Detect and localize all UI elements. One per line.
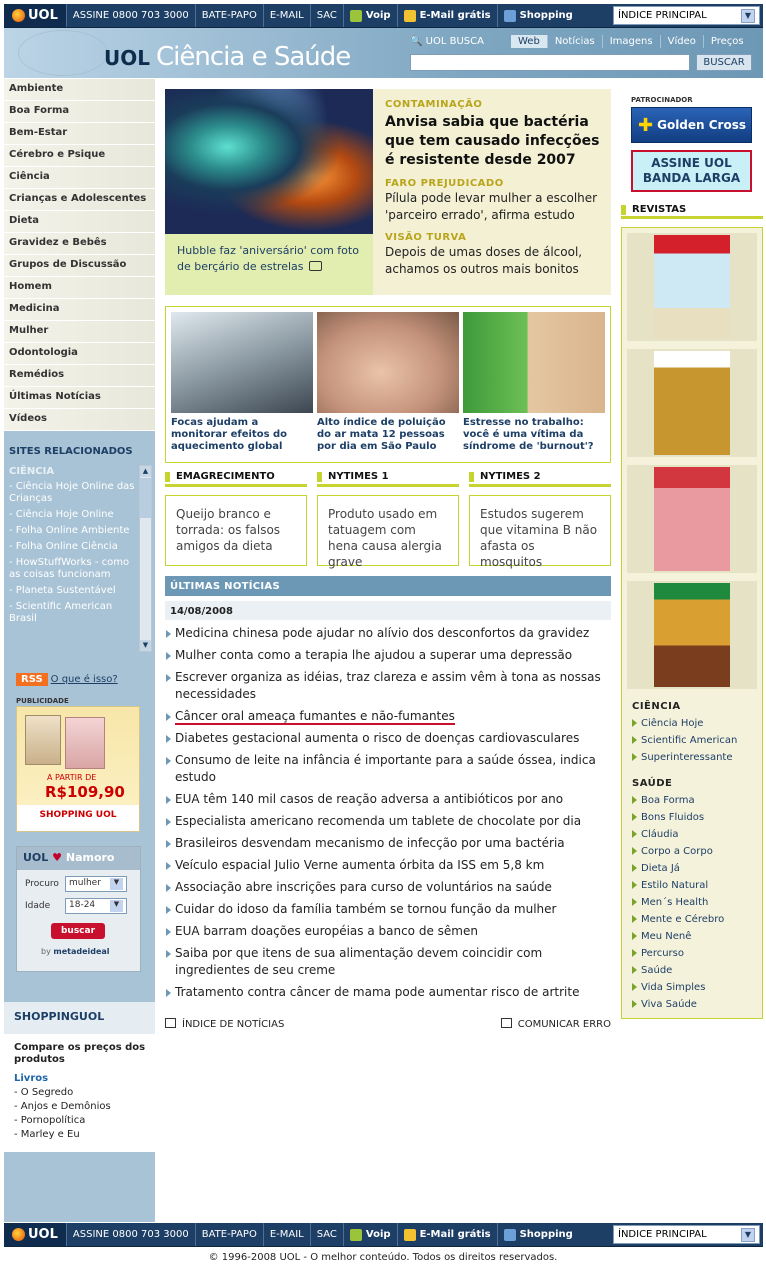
topic-block — [165, 471, 307, 566]
search-tabs — [511, 35, 751, 48]
related-link[interactable]: - Ciência Hoje Online das Crianças — [9, 481, 135, 504]
shopping-link[interactable]: Shopping — [497, 1223, 579, 1246]
shopping-widget — [4, 1002, 155, 1152]
related-link[interactable]: - Ciência Hoje Online — [9, 509, 114, 520]
photo-story-title: Estresse no trabalho: você é uma vítima da síndrome de 'burnout'? — [463, 417, 594, 452]
related-sites — [4, 431, 155, 649]
search-button[interactable]: BUSCAR — [696, 54, 752, 71]
uol-logo[interactable]: UOL — [4, 1223, 66, 1246]
phone-icon — [350, 1229, 362, 1241]
photo-story[interactable] — [317, 312, 459, 453]
voip-link[interactable]: Voip — [343, 1223, 397, 1246]
seal-photo — [171, 312, 313, 413]
book-link[interactable]: - Marley e Eu — [14, 1129, 80, 1140]
tab-noticias[interactable]: Notícias — [547, 35, 602, 48]
perfume-bottle-image — [65, 717, 105, 769]
idade-select[interactable]: 18-24 ▼ — [65, 898, 127, 914]
menu-item-ciencia[interactable]: Ciência — [4, 167, 155, 189]
rss-block — [16, 674, 118, 685]
news-item[interactable]: Câncer oral ameaça fumantes e não-fumantes — [165, 707, 611, 729]
search-input[interactable] — [410, 54, 690, 71]
menu-item-cerebro[interactable]: Cérebro e Psique — [4, 145, 155, 167]
main-content — [165, 89, 611, 1030]
related-subtitle: CIÊNCIA — [9, 466, 55, 477]
report-error-link[interactable]: COMUNICAR ERRO — [501, 1018, 611, 1030]
topic-link[interactable]: Queijo branco e torrada: os falsos amigos da dieta — [165, 495, 307, 566]
email-gratis-link[interactable]: E-Mail grátis — [397, 1223, 497, 1246]
menu-item-dieta[interactable]: Dieta — [4, 211, 155, 233]
menu-item-medicina[interactable]: Medicina — [4, 299, 155, 321]
magazine-link[interactable]: Bons Fluidos — [632, 809, 757, 826]
bullet-icon — [317, 472, 322, 482]
bullet-icon — [621, 205, 626, 215]
menu-item-ultimas[interactable]: Últimas Notícias — [4, 387, 155, 409]
featured-stories — [385, 99, 607, 278]
related-link[interactable]: - Folha Online Ciência — [9, 541, 118, 552]
magazine-link[interactable]: Meu Nenê — [632, 928, 757, 945]
menu-item-odontologia[interactable]: Odontologia — [4, 343, 155, 365]
news-item[interactable]: Cuidar do idoso da família também se tornou função da mulher — [165, 900, 611, 922]
menu-item-ambiente[interactable]: Ambiente — [4, 79, 155, 101]
rss-badge[interactable]: RSS — [16, 673, 48, 686]
menu-item-videos[interactable]: Vídeos — [4, 409, 155, 431]
section-menu — [4, 79, 155, 431]
topic-link[interactable]: Produto usado em tatuagem com hena causa alergia grave — [317, 495, 459, 566]
menu-item-remedios[interactable]: Remédios — [4, 365, 155, 387]
burnout-illustration — [463, 312, 605, 413]
topic-link[interactable]: Estudos sugerem que vitamina B não afasta os mosquitos — [469, 495, 611, 566]
mente-cerebro-cover-image — [654, 583, 730, 687]
tab-web[interactable]: Web — [511, 35, 547, 48]
camera-icon — [309, 261, 322, 271]
topic-title: NYTIMES 2 — [469, 471, 611, 487]
bullet-icon — [165, 472, 170, 482]
index-select[interactable]: ÍNDICE PRINCIPAL ▼ — [613, 1225, 760, 1244]
related-link[interactable]: - Scientific American Brasil — [9, 601, 113, 624]
uol-logo[interactable]: UOL — [4, 4, 66, 27]
voip-link[interactable]: Voip — [343, 4, 397, 27]
ad-price-label: A PARTIR DE — [47, 773, 97, 782]
ad-price: R$109,90 — [45, 783, 125, 801]
assine-link[interactable]: ASSINE 0800 703 3000 — [66, 4, 195, 27]
uol-ball-icon — [12, 1228, 25, 1241]
section-title[interactable]: UOL Ciência e Saúde — [104, 42, 351, 72]
assine-link[interactable]: ASSINE 0800 703 3000 — [66, 1223, 195, 1246]
revistas-title: REVISTAS — [621, 204, 763, 219]
magazine-link[interactable]: Saúde — [632, 962, 757, 979]
photo-story[interactable] — [463, 312, 605, 453]
banda-larga-banner[interactable]: ASSINE UOL BANDA LARGA — [631, 150, 752, 192]
uol-ball-icon — [12, 9, 25, 22]
news-item[interactable]: Consumo de leite na infância é importante para a saúde óssea, indica estudo — [165, 751, 611, 790]
menu-item-boa-forma[interactable]: Boa Forma — [4, 101, 155, 123]
news-item[interactable]: Saiba por que itens de sua alimentação devem coincidir com ingredientes de seu creme — [165, 944, 611, 983]
news-item[interactable]: Especialista americano recomenda um tablete de chocolate por dia — [165, 812, 611, 834]
menu-item-bem-estar[interactable]: Bem-Estar — [4, 123, 155, 145]
email-link[interactable]: E-MAIL — [263, 4, 310, 27]
email-link[interactable]: E-MAIL — [263, 1223, 310, 1246]
ciencia-list — [632, 715, 757, 766]
nebula-photo[interactable] — [165, 89, 373, 234]
scroll-down-icon[interactable]: ▼ — [140, 640, 151, 651]
news-item[interactable]: Veículo espacial Julio Verne aumenta órbita da ISS em 5,8 km — [165, 856, 611, 878]
scroll-thumb[interactable] — [140, 478, 151, 518]
procuro-row: Procuro mulher ▼ — [25, 876, 140, 892]
perfume-ad[interactable] — [16, 706, 140, 832]
related-link[interactable]: - Planeta Sustentável — [9, 585, 116, 596]
rss-help-link[interactable]: O que é isso? — [50, 674, 118, 685]
news-item[interactable]: Tratamento contra câncer de mama pode aumentar risco de artrite — [165, 983, 611, 1005]
magazine-link[interactable]: Vida Simples — [632, 979, 757, 996]
cart-icon — [504, 1229, 516, 1241]
book-list — [14, 1086, 155, 1142]
procuro-select[interactable]: mulher ▼ — [65, 876, 127, 892]
chevron-down-icon: ▼ — [741, 1228, 755, 1242]
shopping-title: Compare os preços dos produtos — [14, 1042, 146, 1065]
menu-item-gravidez[interactable]: Gravidez e Bebês — [4, 233, 155, 255]
bullet-icon — [469, 472, 474, 482]
magazine-link[interactable]: Corpo a Corpo — [632, 843, 757, 860]
ciencia-title: CIÊNCIA — [632, 701, 681, 712]
related-list — [9, 481, 141, 649]
chevron-down-icon: ▼ — [110, 900, 123, 912]
chevron-down-icon: ▼ — [110, 878, 123, 890]
photo-story[interactable] — [171, 312, 313, 453]
news-footer — [165, 1018, 611, 1030]
story-kicker: FARO PREJUDICADO — [385, 178, 504, 189]
revistas-section — [621, 204, 763, 1019]
bottom-navigation-bar — [4, 1223, 763, 1247]
heart-icon: ♥ — [52, 851, 63, 864]
menu-item-homem[interactable]: Homem — [4, 277, 155, 299]
magazine-cover[interactable] — [627, 233, 757, 341]
news-item[interactable]: Medicina chinesa pode ajudar no alívio dos desconfortos da gravidez — [165, 624, 611, 646]
featured-caption[interactable]: Hubble faz 'aniversário' com foto de berçário de estrelas — [165, 234, 373, 295]
bate-papo-link[interactable]: BATE-PAPO — [195, 4, 263, 27]
shopping-uol-header[interactable]: SHOPPINGUOL — [4, 1002, 155, 1034]
shopping-link[interactable]: Shopping — [497, 4, 579, 27]
magazine-link[interactable]: Mente e Cérebro — [632, 911, 757, 928]
news-item[interactable]: Associação abre inscrições para curso de voluntários na saúde — [165, 878, 611, 900]
photo-story-title: Focas ajudam a monitorar efeitos do aquecimento global — [171, 417, 288, 452]
story-link[interactable]: Depois de umas doses de álcool, achamos os outros mais bonitos — [385, 245, 583, 276]
cart-icon — [504, 10, 516, 22]
magazine-link[interactable]: Boa Forma — [632, 792, 757, 809]
saude-cover-image — [654, 235, 730, 339]
related-link[interactable]: - HowStuffWorks - como as coisas funcionam — [9, 557, 130, 580]
sponsor-label: PATROCINADOR — [631, 96, 693, 104]
related-link[interactable]: - Folha Online Ambiente — [9, 525, 130, 536]
news-item[interactable]: EUA têm 140 mil casos de reação adversa a antibióticos por ano — [165, 790, 611, 812]
saude-list — [632, 792, 757, 1013]
news-list — [165, 624, 611, 1005]
perfume-bottle-image — [25, 715, 61, 765]
golden-cross-banner[interactable]: ✚ Golden Cross — [631, 107, 752, 143]
copyright: © 1996-2008 UOL - O melhor conteúdo. Todos os direitos reservados. — [208, 1252, 558, 1263]
uol-busca — [407, 32, 762, 76]
magazine-cover[interactable] — [627, 349, 757, 457]
topic-title: EMAGRECIMENTO — [165, 471, 307, 487]
shopping-section[interactable]: Livros — [14, 1073, 49, 1084]
busca-label: 🔍 UOL BUSCA — [410, 36, 484, 47]
magazine-link[interactable]: Men´s Health — [632, 894, 757, 911]
magazine-link[interactable]: Cláudia — [632, 826, 757, 843]
tab-video[interactable]: Vídeo — [660, 35, 703, 48]
magazine-link[interactable]: Ciência Hoje — [632, 715, 757, 732]
menu-item-grupos[interactable]: Grupos de Discussão — [4, 255, 155, 277]
ad-label: PUBLICIDADE — [16, 697, 69, 705]
magazine-cover[interactable] — [627, 465, 757, 573]
topic-block — [469, 471, 611, 569]
sac-link[interactable]: SAC — [310, 4, 343, 27]
story-kicker: CONTAMINAÇÃO — [385, 99, 483, 110]
book-link[interactable]: - Anjos e Demônios — [14, 1101, 111, 1112]
child-photo — [317, 312, 459, 413]
related-title: SITES RELACIONADOS — [9, 446, 133, 457]
magazine-link[interactable]: Viva Saúde — [632, 996, 757, 1013]
related-scrollbar[interactable] — [139, 465, 152, 652]
magazine-link[interactable]: Dieta Já — [632, 860, 757, 877]
menu-item-criancas[interactable]: Crianças e Adolescentes — [4, 189, 155, 211]
topic-title: NYTIMES 1 — [317, 471, 459, 487]
email-gratis-link[interactable]: E-Mail grátis — [397, 4, 497, 27]
tab-imagens[interactable]: Imagens — [602, 35, 660, 48]
magazine-cover[interactable] — [627, 581, 757, 689]
namoro-search-button[interactable]: buscar — [51, 923, 105, 939]
story-link[interactable]: Pílula pode levar mulher a escolher 'parceiro errado', afirma estudo — [385, 191, 598, 222]
news-item[interactable]: Diabetes gestacional aumenta o risco de doenças cardiovasculares — [165, 729, 611, 751]
vitruvian-man-logo — [18, 30, 108, 76]
magazine-link[interactable]: Estilo Natural — [632, 877, 757, 894]
news-item[interactable]: Brasileiros desvendam mecanismo de infecção por uma bactéria — [165, 834, 611, 856]
index-select[interactable]: ÍNDICE PRINCIPAL ▼ — [613, 6, 760, 25]
right-column — [621, 96, 763, 1019]
saude-title: SAÚDE — [632, 778, 673, 789]
envelope-icon — [404, 1229, 416, 1241]
news-item[interactable]: Mulher conta como a terapia lhe ajudou a superar uma depressão — [165, 646, 611, 668]
boa-forma-cover-image — [654, 467, 730, 571]
news-index-link[interactable]: ÍNDICE DE NOTÍCIAS — [165, 1018, 284, 1030]
phone-icon — [350, 10, 362, 22]
report-icon — [501, 1018, 512, 1028]
news-item[interactable]: Escrever organiza as idéias, traz clareza e assim vêm à tona as nossas necessidades — [165, 668, 611, 707]
news-date: 14/08/2008 — [165, 601, 611, 620]
magazine-link[interactable]: Scientific American — [632, 732, 757, 749]
envelope-icon — [404, 10, 416, 22]
latest-news — [165, 576, 611, 1030]
chevron-down-icon: ▼ — [741, 9, 755, 23]
news-item[interactable]: EUA barram doações européias a banco de sêmen — [165, 922, 611, 944]
menu-item-mulher[interactable]: Mulher — [4, 321, 155, 343]
revistas-box — [621, 227, 763, 1019]
scientific-american-cover-image — [654, 351, 730, 455]
tab-precos[interactable]: Preços — [703, 35, 751, 48]
magazine-link[interactable]: Percurso — [632, 945, 757, 962]
idade-row: Idade 18-24 ▼ — [25, 898, 140, 914]
list-icon — [165, 1018, 176, 1028]
book-link[interactable]: - Pornopolítica — [14, 1115, 86, 1126]
magazine-link[interactable]: Superinteressante — [632, 749, 757, 766]
story-kicker: VISÃO TURVA — [385, 232, 467, 243]
photo-story-title: Alto índice de poluição do ar mata 12 pessoas por dia em São Paulo — [317, 417, 446, 452]
sac-link[interactable]: SAC — [310, 1223, 343, 1246]
namoro-header: UOL ♥ Namoro — [17, 847, 140, 870]
namoro-widget — [16, 846, 141, 972]
scroll-up-icon[interactable]: ▲ — [140, 466, 151, 477]
story-headline[interactable]: Anvisa sabia que bactéria que tem causado infecções é resistente desde 2007 — [385, 114, 600, 168]
plus-icon: ✚ — [638, 114, 654, 136]
namoro-credit: by metadeideal — [41, 947, 110, 956]
featured-box — [165, 89, 611, 295]
book-link[interactable]: - O Segredo — [14, 1087, 74, 1098]
bate-papo-link[interactable]: BATE-PAPO — [195, 1223, 263, 1246]
shopping-uol-logo: SHOPPING UOL — [17, 805, 139, 831]
latest-news-title: ÚLTIMAS NOTÍCIAS — [165, 576, 611, 596]
top-navigation-bar — [4, 4, 763, 28]
photo-stories — [165, 306, 611, 463]
topic-blocks — [165, 471, 611, 569]
topic-block — [317, 471, 459, 569]
